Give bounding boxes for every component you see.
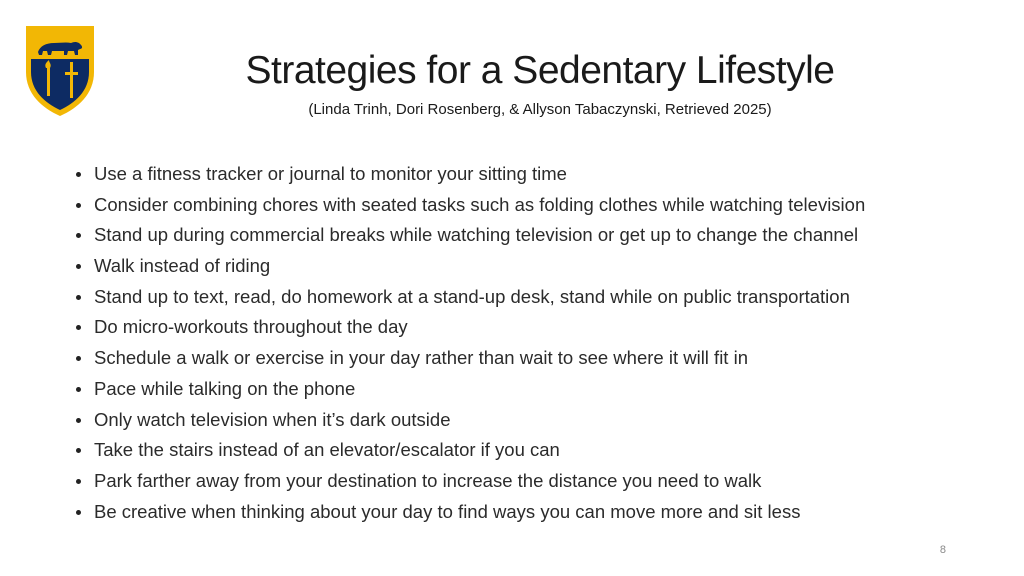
slide-title: Strategies for a Sedentary Lifestyle (245, 49, 835, 92)
bullet-icon (76, 264, 81, 269)
list-item: Use a fitness tracker or journal to monitor your sitting time (76, 159, 976, 190)
list-item: Pace while talking on the phone (76, 374, 976, 405)
list-item: Stand up to text, read, do homework at a stand-up desk, stand while on public transportation (76, 282, 976, 313)
bullet-icon (76, 418, 81, 423)
bullet-icon (76, 356, 81, 361)
bullet-icon (76, 387, 81, 392)
bullet-icon (76, 479, 81, 484)
sword-icon (70, 62, 73, 98)
list-item: Schedule a walk or exercise in your day rather than wait to see where it will fit in (76, 343, 976, 374)
slide-subtitle-citation: (Linda Trinh, Dori Rosenberg, & Allyson Tabaczynski, Retrieved 2025) (308, 101, 772, 118)
list-item: Stand up during commercial breaks while watching television or get up to change the channel (76, 220, 976, 251)
crest-logo (22, 22, 98, 118)
crest-shield-icon (22, 22, 98, 118)
list-item: Be creative when thinking about your day to find ways you can move more and sit less (76, 497, 976, 528)
list-item: Walk instead of riding (76, 251, 976, 282)
bullet-icon (76, 510, 81, 515)
bullet-icon (76, 448, 81, 453)
strategy-list (76, 159, 976, 527)
list-item: Only watch television when it’s dark outside (76, 405, 976, 436)
list-item: Park farther away from your destination to increase the distance you need to walk (76, 466, 976, 497)
page-number: 8 (939, 544, 946, 556)
bullet-icon (76, 233, 81, 238)
bullet-icon (76, 172, 81, 177)
list-item: Consider combining chores with seated tasks such as folding clothes while watching television (76, 190, 976, 221)
bullet-icon (76, 295, 81, 300)
list-item: Take the stairs instead of an elevator/escalator if you can (76, 435, 976, 466)
bullet-icon (76, 325, 81, 330)
list-item: Do micro-workouts throughout the day (76, 312, 976, 343)
bullet-icon (76, 203, 81, 208)
